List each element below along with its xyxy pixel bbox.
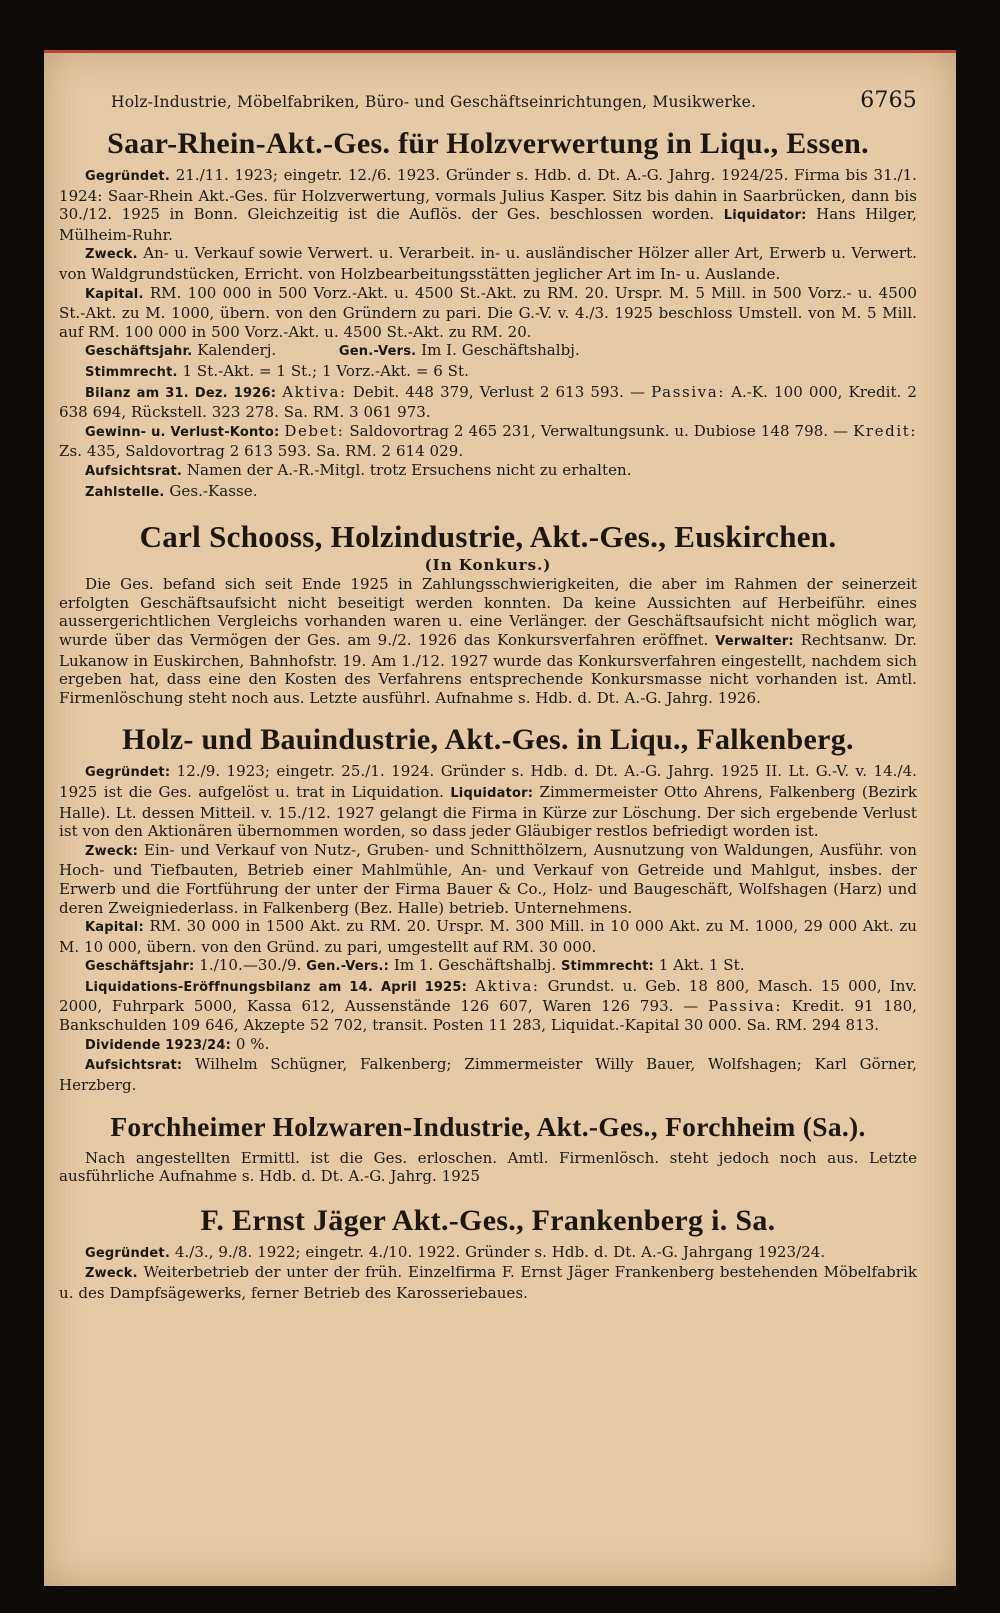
entry-text: 0 %.: [235, 1034, 270, 1053]
running-head-title: Holz-Industrie, Möbelfabriken, Büro- und Geschäftseinrichtungen, Musikwerke.: [111, 93, 757, 111]
entry-text: Rechtsanw. Dr. Lukanow in Euskirchen, Bahnhofstr. 19. Am 1./12. 1927 wurde das Konkursverfahren eingestellt, nachdem sich ergeben hat, dass eine den Kosten des Verfahrens entsprechende Konkursmasse nicht vorhanden ist. Amtl. Firmenlöschung steht noch aus. Letzte ausführl. Aufnahme s. Hdb. d. Dt. A.-G. Jahrg. 1926.: [59, 630, 917, 707]
entry-paying-agent: [59, 482, 917, 503]
entry-text: Aktiva:: [475, 976, 540, 995]
entry-text: Debet:: [284, 421, 345, 440]
entry-supervisory-board: [59, 461, 917, 482]
entry-founded: [59, 166, 917, 244]
label: Zweck.: [85, 247, 138, 263]
label: Zweck:: [85, 843, 139, 859]
entry-text: 4./3., 9./8. 1922; eingetr. 4./10. 1922. Gründer s. Hdb. d. Dt. A.-G. Jahrgang 1923/24.: [174, 1242, 826, 1261]
label: Aufsichtsrat:: [85, 1058, 183, 1074]
entry-text: Im 1. Geschäftshalbj.: [393, 956, 557, 975]
label: Gewinn- u. Verlust-Konto:: [85, 424, 280, 440]
entry-dividend: [59, 1035, 917, 1056]
running-head: [111, 88, 917, 113]
entry-purpose: [59, 244, 917, 283]
entry-text: Passiva:: [651, 382, 725, 401]
company-title: Holz- und Bauindustrie, Akt.-Ges. in Liqu., Falkenberg.: [122, 723, 854, 757]
label: Gegründet.: [85, 169, 170, 184]
entry-purpose: [59, 841, 917, 917]
entry-text: 1 St.-Akt. = 1 St.; 1 Vorz.-Akt. = 6 St.: [182, 361, 469, 380]
entry-business-year: [59, 956, 917, 977]
entry-capital: [59, 917, 917, 956]
label: Gen.-Vers.:: [306, 959, 390, 975]
document-page: [44, 50, 956, 1586]
entry-text: 1./10.—30./9.: [199, 956, 302, 975]
label: Dividende 1923/24:: [85, 1037, 232, 1053]
entry-text: Die Ges. befand sich seit Ende 1925 in Zahlungsschwierigkeiten, die aber im Rahmen der seinerzeit erfolgten Geschäftsaufsicht nicht beseitigt werden konnten. Da keine Aussichten auf Herbeiführ. eines aussergerichtlichen Vergleichs vorhanden waren u. eine Verlänger. der Geschäftsaufsicht nicht möglich war, wurde über das Vermögen der Ges. am 9./2. 1926 das Konkursverfahren eröffnet.: [59, 575, 917, 649]
entry-business-year: [59, 341, 917, 362]
entry-text: A.-K. 100 000, Kredit. 2 638 694, Rückstell. 323 278. Sa. RM. 3 061 973.: [59, 382, 918, 422]
entry-supervisory-board: [59, 1055, 917, 1094]
label: Bilanz am 31. Dez. 1926:: [85, 385, 277, 401]
entry-text: Kredit:: [853, 421, 917, 440]
label: Geschäftsjahr.: [85, 344, 193, 360]
label: Stimmrecht:: [560, 959, 654, 975]
entry-text: Zimmermeister Otto Ahrens, Falkenberg (Bezirk Halle). Lt. dessen Mitteil. v. 15./12. 1927 gelangt die Firma in Kürze zur Löschung. Der sich ergebende Verlust ist von den Aktionären übernommen worden, so dass jeder Gläubiger restlos befriedigt worden ist.: [59, 782, 917, 841]
page-number: 6765: [860, 88, 917, 113]
company-title: Saar-Rhein-Akt.-Ges. für Holzverwertung in Liqu., Essen.: [107, 127, 869, 160]
label: Zweck.: [85, 1266, 138, 1282]
label: Geschäftsjahr:: [85, 959, 195, 975]
entry-founded: [59, 1243, 917, 1264]
label: Kapital.: [85, 286, 144, 302]
company-title: Carl Schooss, Holzindustrie, Akt.-Ges., Euskirchen.: [139, 519, 837, 555]
entry-text: Saldovortrag 2 465 231, Verwaltungsunk. u. Dubiose 148 798. —: [349, 421, 849, 440]
label: Aufsichtsrat.: [85, 463, 183, 479]
company-title: Forchheimer Holzwaren-Industrie, Akt.-Ges., Forchheim (Sa.).: [110, 1111, 866, 1143]
top-rule: [44, 50, 956, 53]
entry-text: Nach angestellten Ermittl. ist die Ges. erloschen. Amtl. Firmenlösch. steht jedoch noch aus. Letzte ausführliche Aufnahme s. Hdb. d. Dt. A.-G. Jahrg. 1925: [59, 1148, 917, 1186]
entry-text: Grundst. u. Geb. 18 800, Masch. 15 000, Inv. 2000, Fuhrpark 5000, Kassa 612, Aussenstände 126 607, Waren 126 793. —: [59, 976, 917, 1016]
page-content: [59, 88, 917, 1303]
entry-text-block: [59, 1149, 917, 1186]
label: Liquidator:: [450, 785, 534, 801]
entry-text: 21./11. 1923; eingetr. 12./6. 1923. Gründer s. Hdb. d. Dt. A.-G. Jahrg. 1924/25. Firma bis 31./1. 1924: Saar-Rhein Akt.-Ges. für Holzverwertung, vormals Julius Kasper. Sitz bis dahin in Saarbrücken, dann bis 30./12. 1925 in Bonn. Gleichzeitig ist die Auflös. der Ges. beschlossen worden.: [59, 166, 917, 224]
entry-founded: [59, 762, 917, 840]
entry-text: Debit. 448 379, Verlust 2 613 593. —: [352, 382, 646, 401]
entry-liquidation-balance: [59, 977, 917, 1035]
entry-text: Namen der A.-R.-Mitgl. trotz Ersuchens nicht zu erhalten.: [186, 460, 632, 479]
entry-text: Im I. Geschäftshalbj.: [421, 341, 580, 360]
entry-profit-loss: [59, 422, 917, 461]
entry-purpose: [59, 1263, 917, 1302]
label: Liquidator:: [723, 208, 807, 224]
label: Kapital:: [85, 920, 144, 936]
entry-text: Wilhelm Schügner, Falkenberg; Zimmermeister Willy Bauer, Wolfshagen; Karl Görner, Herzberg.: [59, 1055, 917, 1094]
entry-text: 1 Akt. 1 St.: [658, 956, 745, 975]
entry-capital: [59, 284, 917, 342]
label: Liquidations-Eröffnungsbilanz am 14. April 1925:: [85, 979, 468, 995]
label: Zahlstelle.: [85, 484, 165, 500]
entry-text: Ein- und Verkauf von Nutz-, Gruben- und Schnitthölzern, Ausnutzung von Waldungen, Ausführ. von Hoch- und Tiefbauten, Betrieb einer Mahlmühle, An- und Verkauf von Getreide und Mahlgut, insbes. der Erwerb und die Fortführung der unter der Firma Bauer & Co., Holz- und Baugeschäft, Wolfshagen (Harz) und deren Zweigniederlass. in Falkenberg (Bez. Halle) betrieb. Unternehmens.: [59, 840, 917, 917]
entry-text: Hans Hilger, Mülheim-Ruhr.: [59, 205, 917, 244]
label: Gen.-Vers.: [338, 344, 417, 360]
label: Stimmrecht.: [85, 364, 178, 380]
entry-text: An- u. Verkauf sowie Verwert. u. Verarbeit. in- u. ausländischer Hölzer aller Art, Erwerb u. Verwert. von Waldgrundstücken, Erricht. von Holzbearbeitungsstätten jeglicher Art im In- u. Auslande.: [59, 244, 917, 283]
label: Verwalter:: [715, 633, 794, 649]
entry-balance: [59, 383, 917, 422]
entry-text: Zs. 435, Saldovortrag 2 613 593. Sa. RM. 2 614 029.: [59, 442, 464, 461]
label: Gegründet.: [85, 1245, 170, 1261]
entry-text: Passiva:: [708, 997, 782, 1016]
entry-voting: [59, 362, 917, 383]
entry-text: RM. 100 000 in 500 Vorz.-Akt. u. 4500 St.-Akt. zu RM. 20. Urspr. M. 5 Mill. in 500 Vorz.- u. 4500 St.-Akt. zu M. 1000, übern. von den Gründern zu pari. Die G.-V. v. 4./3. 1925 beschloss Umstell. von M. 5 Mill. auf RM. 100 000 in 500 Vorz.-Akt. u. 4500 St.-Akt. zu RM. 20.: [59, 283, 917, 341]
company-subtitle: (In Konkurs.): [424, 556, 552, 575]
entry-text: 12./9. 1923; eingetr. 25./1. 1924. Gründer s. Hdb. d. Dt. A.-G. Jahrg. 1925 II. Lt. G.-V. v. 14./4. 1925 ist die Ges. aufgelöst u. trat in Liquidation.: [59, 762, 917, 801]
entry-text: RM. 30 000 in 1500 Akt. zu RM. 20. Urspr. M. 300 Mill. in 10 000 Akt. zu M. 1000, 29 000 Akt. zu M. 10 000, übern. von den Gründ. zu pari, umgestellt auf RM. 30 000.: [59, 917, 917, 956]
entry-text-block: [59, 575, 917, 707]
entry-text: Kredit. 91 180, Bankschulden 109 646, Akzepte 52 702, transit. Posten 11 283, Liquidat.-Kapital 30 000. Sa. RM. 294 813.: [59, 997, 917, 1035]
entry-text: Weiterbetrieb der unter der früh. Einzelfirma F. Ernst Jäger Frankenberg bestehenden Möbelfabrik u. des Dampfsägewerks, ferner Betrieb des Karosseriebaues.: [59, 1263, 917, 1303]
entry-text: Aktiva:: [282, 382, 347, 401]
entry-text: Ges.-Kasse.: [169, 481, 258, 500]
label: Gegründet:: [85, 765, 171, 781]
company-title: F. Ernst Jäger Akt.-Ges., Frankenberg i. Sa.: [200, 1203, 776, 1237]
entry-text: Kalenderj.: [197, 341, 277, 360]
